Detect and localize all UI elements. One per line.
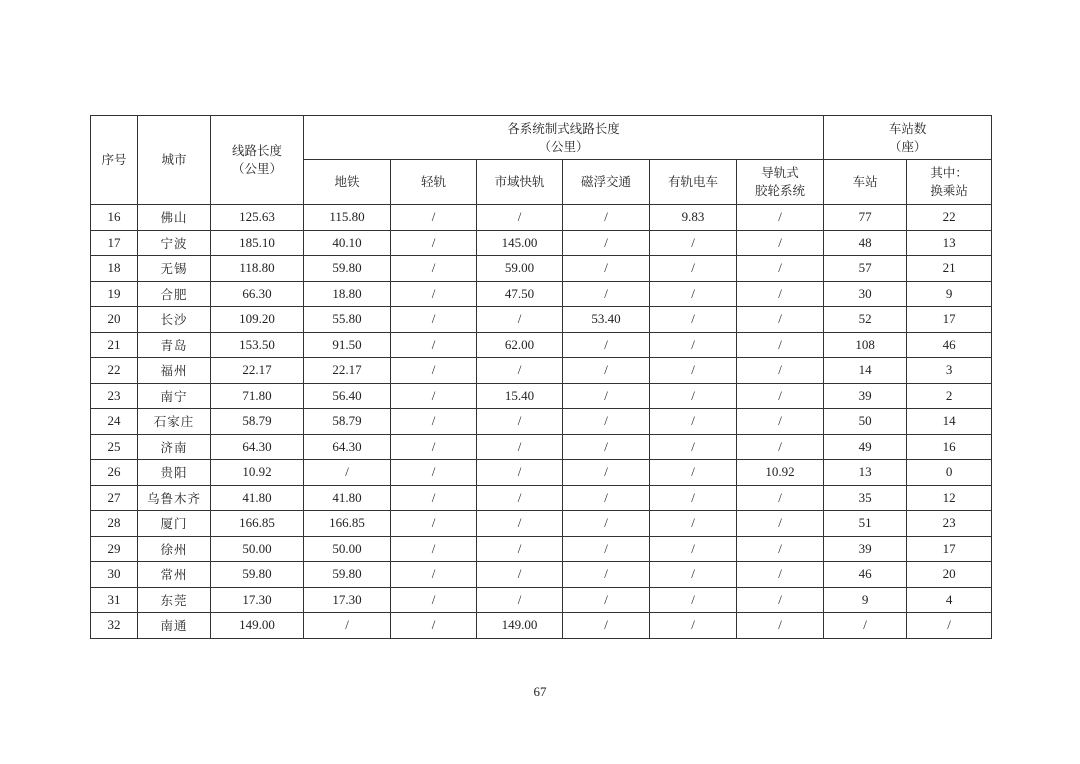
- cell-transfer-stations: 3: [907, 358, 992, 384]
- cell-stations: 49: [824, 434, 907, 460]
- cell-total-length: 166.85: [211, 511, 304, 537]
- cell-maglev: /: [563, 587, 650, 613]
- cell-tram: /: [650, 230, 737, 256]
- cell-suburban: /: [477, 409, 563, 435]
- header-guided-rubber: [737, 160, 824, 205]
- cell-light-rail: /: [391, 434, 477, 460]
- cell-stations: 50: [824, 409, 907, 435]
- cell-light-rail: /: [391, 256, 477, 282]
- cell-maglev: /: [563, 434, 650, 460]
- cell-total-length: 59.80: [211, 562, 304, 588]
- metro-statistics-table: [90, 115, 992, 639]
- table-row: [91, 536, 992, 562]
- cell-tram: /: [650, 332, 737, 358]
- cell-transfer-stations: 17: [907, 536, 992, 562]
- cell-stations: 57: [824, 256, 907, 282]
- cell-suburban: /: [477, 562, 563, 588]
- cell-city: 无锡: [138, 256, 211, 282]
- cell-guided-rubber: 10.92: [737, 460, 824, 486]
- cell-tram: /: [650, 409, 737, 435]
- header-maglev: 磁浮交通: [563, 160, 650, 205]
- cell-light-rail: /: [391, 383, 477, 409]
- cell-guided-rubber: /: [737, 230, 824, 256]
- cell-light-rail: /: [391, 307, 477, 333]
- cell-tram: /: [650, 485, 737, 511]
- cell-transfer-stations: 13: [907, 230, 992, 256]
- cell-total-length: 10.92: [211, 460, 304, 486]
- cell-total-length: 153.50: [211, 332, 304, 358]
- cell-light-rail: /: [391, 205, 477, 231]
- cell-metro: 41.80: [304, 485, 391, 511]
- header-transfer-line2: 换乘站: [930, 183, 968, 198]
- cell-city: 宁波: [138, 230, 211, 256]
- table-row: [91, 511, 992, 537]
- cell-light-rail: /: [391, 332, 477, 358]
- cell-suburban: /: [477, 434, 563, 460]
- table-row: [91, 460, 992, 486]
- table-row: [91, 434, 992, 460]
- cell-metro: 40.10: [304, 230, 391, 256]
- cell-guided-rubber: /: [737, 332, 824, 358]
- cell-transfer-stations: 9: [907, 281, 992, 307]
- cell-metro: /: [304, 613, 391, 639]
- cell-seq: 23: [91, 383, 138, 409]
- cell-city: 厦门: [138, 511, 211, 537]
- cell-seq: 28: [91, 511, 138, 537]
- header-tram: 有轨电车: [650, 160, 737, 205]
- cell-maglev: /: [563, 536, 650, 562]
- cell-seq: 27: [91, 485, 138, 511]
- table-row: [91, 205, 992, 231]
- page-number: 67: [533, 684, 547, 699]
- cell-tram: /: [650, 613, 737, 639]
- cell-tram: /: [650, 358, 737, 384]
- cell-seq: 25: [91, 434, 138, 460]
- cell-stations: 13: [824, 460, 907, 486]
- table-row: [91, 383, 992, 409]
- cell-guided-rubber: /: [737, 281, 824, 307]
- cell-maglev: /: [563, 511, 650, 537]
- cell-light-rail: /: [391, 281, 477, 307]
- cell-tram: /: [650, 434, 737, 460]
- cell-city: 乌鲁木齐: [138, 485, 211, 511]
- table-row: [91, 230, 992, 256]
- cell-maglev: /: [563, 205, 650, 231]
- cell-transfer-stations: 2: [907, 383, 992, 409]
- header-length-unit: （公里）: [231, 161, 282, 176]
- cell-seq: 24: [91, 409, 138, 435]
- cell-total-length: 185.10: [211, 230, 304, 256]
- cell-guided-rubber: /: [737, 409, 824, 435]
- cell-metro: 58.79: [304, 409, 391, 435]
- cell-tram: /: [650, 383, 737, 409]
- cell-maglev: 53.40: [563, 307, 650, 333]
- cell-maglev: /: [563, 409, 650, 435]
- cell-metro: 50.00: [304, 536, 391, 562]
- cell-city: 徐州: [138, 536, 211, 562]
- cell-total-length: 125.63: [211, 205, 304, 231]
- cell-stations: 35: [824, 485, 907, 511]
- table-row: [91, 256, 992, 282]
- cell-light-rail: /: [391, 230, 477, 256]
- cell-metro: 64.30: [304, 434, 391, 460]
- cell-maglev: /: [563, 613, 650, 639]
- cell-guided-rubber: /: [737, 511, 824, 537]
- cell-tram: /: [650, 281, 737, 307]
- cell-metro: /: [304, 460, 391, 486]
- cell-metro: 59.80: [304, 562, 391, 588]
- cell-city: 常州: [138, 562, 211, 588]
- cell-transfer-stations: 16: [907, 434, 992, 460]
- cell-transfer-stations: 46: [907, 332, 992, 358]
- cell-maglev: /: [563, 281, 650, 307]
- cell-tram: /: [650, 562, 737, 588]
- cell-metro: 59.80: [304, 256, 391, 282]
- cell-metro: 91.50: [304, 332, 391, 358]
- header-stations-unit: （座）: [888, 138, 927, 154]
- cell-seq: 29: [91, 536, 138, 562]
- cell-city: 东莞: [138, 587, 211, 613]
- cell-guided-rubber: /: [737, 485, 824, 511]
- cell-total-length: 71.80: [211, 383, 304, 409]
- cell-transfer-stations: 17: [907, 307, 992, 333]
- cell-light-rail: /: [391, 485, 477, 511]
- header-systems: [304, 116, 824, 160]
- cell-light-rail: /: [391, 358, 477, 384]
- cell-seq: 21: [91, 332, 138, 358]
- header-metro: 地铁: [304, 160, 391, 205]
- header-light-rail: 轻轨: [391, 160, 477, 205]
- cell-tram: /: [650, 587, 737, 613]
- cell-guided-rubber: /: [737, 358, 824, 384]
- cell-city: 济南: [138, 434, 211, 460]
- cell-seq: 16: [91, 205, 138, 231]
- cell-city: 石家庄: [138, 409, 211, 435]
- cell-metro: 166.85: [304, 511, 391, 537]
- cell-suburban: /: [477, 307, 563, 333]
- cell-tram: /: [650, 536, 737, 562]
- cell-maglev: /: [563, 332, 650, 358]
- cell-transfer-stations: 12: [907, 485, 992, 511]
- cell-suburban: /: [477, 511, 563, 537]
- cell-tram: /: [650, 511, 737, 537]
- table-row: [91, 409, 992, 435]
- table-body: [91, 205, 992, 639]
- header-systems-label: 各系统制式线路长度: [507, 120, 620, 136]
- cell-suburban: 59.00: [477, 256, 563, 282]
- table-row: [91, 613, 992, 639]
- cell-light-rail: /: [391, 460, 477, 486]
- cell-seq: 20: [91, 307, 138, 333]
- cell-light-rail: /: [391, 409, 477, 435]
- cell-stations: 51: [824, 511, 907, 537]
- cell-suburban: /: [477, 460, 563, 486]
- cell-light-rail: /: [391, 511, 477, 537]
- header-transfer-line1: 其中：: [930, 165, 968, 180]
- cell-suburban: /: [477, 587, 563, 613]
- cell-metro: 56.40: [304, 383, 391, 409]
- cell-seq: 30: [91, 562, 138, 588]
- cell-suburban: 47.50: [477, 281, 563, 307]
- cell-seq: 17: [91, 230, 138, 256]
- cell-tram: /: [650, 256, 737, 282]
- header-stations: [824, 116, 992, 160]
- cell-maglev: /: [563, 383, 650, 409]
- cell-transfer-stations: 14: [907, 409, 992, 435]
- cell-guided-rubber: /: [737, 562, 824, 588]
- cell-maglev: /: [563, 562, 650, 588]
- cell-seq: 32: [91, 613, 138, 639]
- cell-total-length: 22.17: [211, 358, 304, 384]
- cell-guided-rubber: /: [737, 434, 824, 460]
- cell-guided-rubber: /: [737, 256, 824, 282]
- cell-maglev: /: [563, 256, 650, 282]
- cell-light-rail: /: [391, 562, 477, 588]
- cell-guided-rubber: /: [737, 536, 824, 562]
- header-city: 城市: [138, 116, 211, 205]
- cell-suburban: 15.40: [477, 383, 563, 409]
- table-row: [91, 281, 992, 307]
- cell-stations: /: [824, 613, 907, 639]
- cell-total-length: 149.00: [211, 613, 304, 639]
- cell-seq: 18: [91, 256, 138, 282]
- cell-seq: 19: [91, 281, 138, 307]
- table-row: [91, 587, 992, 613]
- cell-seq: 26: [91, 460, 138, 486]
- cell-seq: 31: [91, 587, 138, 613]
- cell-metro: 18.80: [304, 281, 391, 307]
- cell-tram: /: [650, 307, 737, 333]
- header-stations-label: 车站数: [888, 120, 927, 136]
- cell-suburban: /: [477, 485, 563, 511]
- cell-stations: 52: [824, 307, 907, 333]
- cell-guided-rubber: /: [737, 307, 824, 333]
- cell-stations: 30: [824, 281, 907, 307]
- cell-city: 福州: [138, 358, 211, 384]
- table-row: [91, 307, 992, 333]
- cell-suburban: /: [477, 536, 563, 562]
- cell-total-length: 17.30: [211, 587, 304, 613]
- cell-guided-rubber: /: [737, 587, 824, 613]
- cell-total-length: 50.00: [211, 536, 304, 562]
- cell-city: 青岛: [138, 332, 211, 358]
- cell-transfer-stations: 21: [907, 256, 992, 282]
- cell-transfer-stations: 23: [907, 511, 992, 537]
- cell-total-length: 58.79: [211, 409, 304, 435]
- cell-city: 长沙: [138, 307, 211, 333]
- cell-stations: 14: [824, 358, 907, 384]
- cell-light-rail: /: [391, 536, 477, 562]
- cell-seq: 22: [91, 358, 138, 384]
- cell-stations: 48: [824, 230, 907, 256]
- header-transfer: [907, 160, 992, 205]
- header-station: 车站: [824, 160, 907, 205]
- cell-stations: 39: [824, 383, 907, 409]
- cell-city: 南宁: [138, 383, 211, 409]
- cell-maglev: /: [563, 485, 650, 511]
- cell-metro: 115.80: [304, 205, 391, 231]
- cell-suburban: 145.00: [477, 230, 563, 256]
- cell-transfer-stations: 0: [907, 460, 992, 486]
- cell-suburban: /: [477, 205, 563, 231]
- cell-maglev: /: [563, 460, 650, 486]
- cell-total-length: 66.30: [211, 281, 304, 307]
- cell-stations: 39: [824, 536, 907, 562]
- cell-tram: 9.83: [650, 205, 737, 231]
- cell-total-length: 41.80: [211, 485, 304, 511]
- cell-city: 合肥: [138, 281, 211, 307]
- cell-suburban: /: [477, 358, 563, 384]
- cell-stations: 46: [824, 562, 907, 588]
- cell-guided-rubber: /: [737, 205, 824, 231]
- header-length: [211, 116, 304, 205]
- cell-metro: 17.30: [304, 587, 391, 613]
- header-guided-line1: 导轨式: [761, 165, 799, 180]
- cell-total-length: 118.80: [211, 256, 304, 282]
- cell-city: 贵阳: [138, 460, 211, 486]
- header-suburban: 市域快轨: [477, 160, 563, 205]
- table-row: [91, 485, 992, 511]
- cell-stations: 77: [824, 205, 907, 231]
- header-guided-line2: 胶轮系统: [755, 183, 806, 198]
- cell-transfer-stations: 4: [907, 587, 992, 613]
- cell-transfer-stations: /: [907, 613, 992, 639]
- cell-city: 南通: [138, 613, 211, 639]
- table-row: [91, 562, 992, 588]
- cell-guided-rubber: /: [737, 613, 824, 639]
- cell-suburban: 149.00: [477, 613, 563, 639]
- cell-total-length: 64.30: [211, 434, 304, 460]
- cell-city: 佛山: [138, 205, 211, 231]
- cell-maglev: /: [563, 230, 650, 256]
- cell-guided-rubber: /: [737, 383, 824, 409]
- cell-tram: /: [650, 460, 737, 486]
- table-row: [91, 358, 992, 384]
- cell-metro: 22.17: [304, 358, 391, 384]
- cell-suburban: 62.00: [477, 332, 563, 358]
- cell-stations: 108: [824, 332, 907, 358]
- cell-transfer-stations: 20: [907, 562, 992, 588]
- cell-transfer-stations: 22: [907, 205, 992, 231]
- header-length-label: 线路长度: [231, 143, 282, 158]
- cell-light-rail: /: [391, 613, 477, 639]
- cell-maglev: /: [563, 358, 650, 384]
- header-systems-unit: （公里）: [538, 138, 589, 154]
- cell-total-length: 109.20: [211, 307, 304, 333]
- cell-stations: 9: [824, 587, 907, 613]
- cell-metro: 55.80: [304, 307, 391, 333]
- table-row: [91, 332, 992, 358]
- header-seq: 序号: [91, 116, 138, 205]
- cell-light-rail: /: [391, 587, 477, 613]
